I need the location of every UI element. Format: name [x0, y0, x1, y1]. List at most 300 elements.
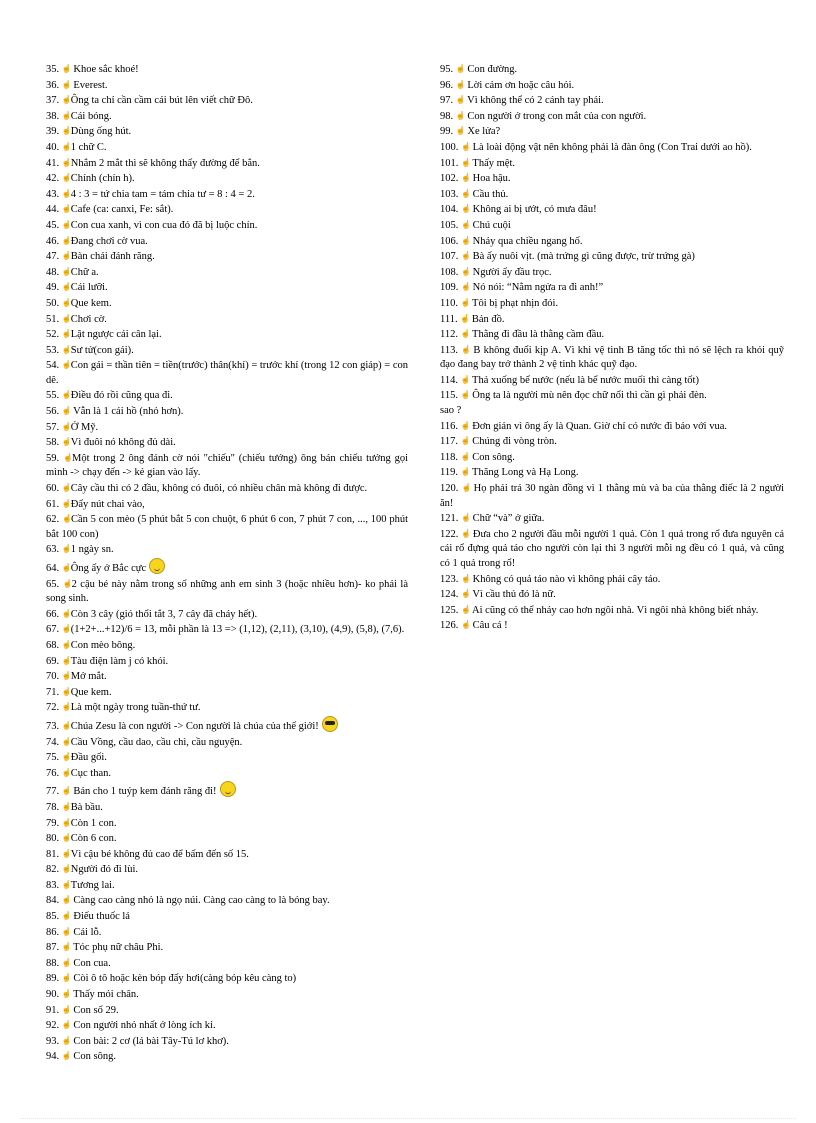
answer-item [46, 62, 408, 78]
answer-text: Tương lai. [70, 879, 115, 891]
hand-pointer-icon: ☝ [460, 436, 471, 446]
answer-number: 50. [46, 297, 60, 309]
hand-pointer-icon: ☝ [61, 483, 72, 493]
answer-text: Là một ngày trong tuần-thứ tư. [70, 702, 201, 714]
answer-text: Con cua xanh, vì con cua đỏ đã bị luộc chín. [70, 219, 258, 231]
answer-item [46, 781, 408, 800]
answer-text: Ở Mỹ. [70, 421, 99, 433]
answer-number: 38. [46, 110, 60, 122]
answer-text: Càng cao càng nhỏ là ngọ núi. Càng cao càng to là bóng bay. [70, 895, 330, 907]
hand-pointer-icon: ☝ [461, 604, 471, 614]
hand-pointer-icon: ☝ [61, 989, 72, 999]
answer-text: Vì đuôi nó không đủ dài. [70, 437, 176, 449]
answer-item [46, 358, 408, 388]
answer-text: Thăng Long và Hạ Long. [469, 467, 579, 479]
answer-item [440, 202, 784, 218]
hand-pointer-icon: ☝ [455, 79, 466, 89]
answer-text: Điều đó rồi cũng qua đi. [70, 390, 173, 402]
hand-pointer-icon: ☝ [61, 833, 72, 843]
answer-text: Con mèo bông. [70, 639, 136, 651]
answer-text: Chúa Zesu là con người -> Con người là chúa của thế giới! [70, 720, 319, 732]
hand-pointer-icon: ☝ [61, 1051, 72, 1061]
hand-pointer-icon: ☝ [61, 786, 72, 796]
answer-number: 75. [46, 752, 60, 764]
answer-number: 124. [440, 589, 459, 601]
answer-number: 36. [46, 79, 60, 91]
answer-text: Bán cho 1 tuýp kem đánh răng đi! [70, 786, 217, 798]
answer-number: 91. [46, 1004, 60, 1016]
answer-text: Chú cuội [470, 219, 511, 231]
page-bottom-divider [20, 1118, 796, 1119]
answer-number: 55. [46, 390, 60, 402]
hand-pointer-icon: ☝ [61, 329, 72, 339]
answer-number: 106. [440, 235, 459, 247]
answer-item [440, 373, 784, 389]
answer-item [46, 654, 408, 670]
answer-number: 67. [46, 624, 60, 636]
answer-text: Lật ngược cái cân lại. [70, 329, 162, 341]
hand-pointer-icon: ☝ [460, 313, 471, 323]
answer-number: 118. [440, 451, 458, 463]
answer-number: 110. [440, 297, 458, 309]
answer-item [46, 862, 408, 878]
answer-text: Chúng đi vòng tròn. [469, 436, 557, 448]
answer-item [46, 971, 408, 987]
answer-item [46, 800, 408, 816]
answer-item [440, 481, 784, 511]
answer-text: Con người nhỏ nhất ở lòng ích kỉ. [70, 1020, 216, 1032]
answer-item [46, 93, 408, 109]
hand-pointer-icon: ☝ [460, 420, 471, 430]
answer-item [46, 847, 408, 863]
hand-pointer-icon: ☝ [455, 126, 466, 136]
answer-item [46, 481, 408, 497]
answer-number: 79. [46, 817, 60, 829]
answer-number: 74. [46, 736, 60, 748]
answer-text: Con sông. [469, 451, 515, 463]
hand-pointer-icon: ☝ [61, 911, 72, 921]
hand-pointer-icon: ☝ [61, 942, 72, 952]
answer-number: 40. [46, 141, 60, 153]
answer-number: 65. [46, 578, 60, 590]
answer-text: Cafe (ca: canxi, Fe: sắt). [70, 204, 174, 216]
hand-pointer-icon: ☝ [61, 437, 72, 447]
hand-pointer-icon: ☝ [61, 973, 72, 983]
answer-number: 120. [440, 483, 459, 495]
answer-text: Người đó đi lùi. [70, 864, 138, 876]
answer-item [46, 925, 408, 941]
hand-pointer-icon: ☝ [61, 157, 72, 167]
answer-number: 95. [440, 64, 454, 75]
answer-item [46, 343, 408, 359]
answer-text: Xe lửa? [464, 126, 501, 138]
answer-text: Cái lưỡi. [70, 282, 108, 294]
answer-item [440, 618, 784, 634]
hand-pointer-icon: ☝ [61, 848, 72, 858]
answer-item [46, 78, 408, 94]
answer-number: 92. [46, 1020, 60, 1032]
answer-item [440, 156, 784, 172]
hand-pointer-icon: ☝ [461, 513, 471, 523]
answer-number: 117. [440, 436, 458, 448]
answer-text: Không có quả táo nào vì không phải cây táo. [470, 573, 661, 585]
left-column [46, 62, 408, 1065]
hand-pointer-icon: ☝ [461, 483, 472, 493]
hand-pointer-icon: ☝ [61, 173, 72, 183]
answer-number: 109. [440, 282, 459, 294]
answer-number: 44. [46, 204, 60, 216]
answer-number: 46. [46, 235, 60, 247]
answer-text: Mở mắt. [70, 671, 107, 683]
answer-text: Cái bóng. [70, 110, 112, 122]
hand-pointer-icon: ☝ [61, 251, 72, 261]
answer-number: 122. [440, 528, 459, 540]
hand-pointer-icon: ☝ [61, 752, 72, 762]
hand-pointer-icon: ☝ [61, 406, 72, 416]
answer-text: Thấy mỏi chân. [70, 989, 139, 1001]
answer-item [440, 218, 784, 234]
answer-text: Everest. [70, 79, 108, 91]
answer-item [440, 450, 784, 466]
answer-text: Con sông. [70, 1051, 116, 1063]
answer-text: Tóc phụ nữ châu Phi. [70, 942, 164, 954]
hand-pointer-icon: ☝ [461, 589, 471, 599]
hand-pointer-icon: ☝ [61, 655, 72, 665]
answer-item [440, 343, 784, 373]
hand-pointer-icon: ☝ [461, 188, 471, 198]
hand-pointer-icon: ☝ [61, 639, 72, 649]
answer-item [46, 716, 408, 735]
answer-number: 82. [46, 864, 60, 876]
answer-item [46, 1018, 408, 1034]
answer-number: 45. [46, 219, 60, 231]
hand-pointer-icon: ☝ [61, 563, 72, 572]
answer-continuation: sao ? [440, 405, 462, 417]
answer-number: 116. [440, 420, 458, 432]
answer-item [440, 109, 784, 125]
answer-item [46, 558, 408, 577]
answer-number: 102. [440, 173, 459, 185]
answer-item [46, 1049, 408, 1065]
answer-item [440, 140, 784, 156]
answer-number: 107. [440, 251, 459, 263]
answer-text: Sư tử(con gái). [70, 344, 134, 356]
hand-pointer-icon: ☝ [61, 219, 72, 229]
answer-item [46, 542, 408, 558]
answer-item [46, 296, 408, 312]
answer-text: Que kem. [70, 297, 112, 309]
answer-item [46, 202, 408, 218]
answer-item [440, 93, 784, 109]
answer-text: Còn 3 cây (gió thổi tắt 3, 7 cây đã cháy hết). [70, 608, 258, 620]
smiley-emoticon-icon [220, 781, 236, 797]
answer-item [46, 685, 408, 701]
answer-number: 35. [46, 64, 60, 75]
answer-item [440, 419, 784, 435]
answer-text: Tôi bị phạt nhịn đói. [469, 297, 559, 309]
answer-text: Câu cá ! [470, 620, 508, 632]
smiley-emoticon-icon [149, 558, 165, 574]
answer-number: 108. [440, 266, 459, 278]
answer-text: 2 cậu bé này nằm trong số những anh em sinh 3 (hoặc nhiều hơn)- ko phải là song sinh. [46, 578, 408, 605]
answer-number: 69. [46, 655, 60, 667]
answer-text: Tàu điện làm j có khói. [70, 655, 169, 667]
answer-number: 49. [46, 282, 60, 294]
answer-text: Ông ta là người mù nên đọc chữ nổi thì cần gì phải đèn. [469, 390, 707, 402]
answer-item [440, 312, 784, 328]
answer-text: Con người ở trong con mắt của con người. [464, 110, 647, 122]
answer-number: 52. [46, 329, 60, 341]
answer-text: Là loài động vật nên không phải là đàn ông (Con Trai dưới ao hồ). [470, 141, 752, 153]
answer-item [440, 249, 784, 265]
hand-pointer-icon: ☝ [455, 64, 466, 73]
answer-text: Vẫn là 1 cái hồ (nhỏ hơn). [70, 406, 184, 418]
hand-pointer-icon: ☝ [461, 204, 471, 214]
hand-pointer-icon: ☝ [61, 879, 72, 889]
answer-text: Con bài: 2 cơ (lá bài Tây-Tú lơ khơ). [70, 1035, 229, 1047]
answer-item [46, 622, 408, 638]
answer-text: Cầu thủ. [470, 188, 509, 200]
answer-text: Điếu thuốc lá [70, 911, 130, 923]
answer-item [46, 187, 408, 203]
answer-item [440, 124, 784, 140]
answer-text: Cục than. [70, 767, 111, 779]
hand-pointer-icon: ☝ [61, 344, 72, 354]
answer-number: 97. [440, 95, 454, 107]
answer-text: Cái lỗ. [70, 926, 102, 938]
hand-pointer-icon: ☝ [460, 390, 471, 400]
hand-pointer-icon: ☝ [461, 235, 471, 245]
answer-item [46, 700, 408, 716]
hand-pointer-icon: ☝ [461, 173, 471, 183]
answer-item [46, 327, 408, 343]
hand-pointer-icon: ☝ [61, 624, 72, 634]
hand-pointer-icon: ☝ [461, 251, 471, 261]
hand-pointer-icon: ☝ [61, 1020, 72, 1030]
hand-pointer-icon: ☝ [61, 360, 72, 370]
answer-item [46, 404, 408, 420]
answer-number: 37. [46, 95, 60, 107]
hand-pointer-icon: ☝ [61, 671, 72, 681]
hand-pointer-icon: ☝ [61, 817, 72, 827]
answer-item [46, 218, 408, 234]
answer-text: Một trong 2 ông đánh cờ nói "chiếu" (chiếu tướng) ông bán chiếu tưởng gọi mình -> chạy đến -> kẻ gian vào lấy. [46, 452, 409, 479]
hand-pointer-icon: ☝ [61, 686, 72, 696]
hand-pointer-icon: ☝ [61, 736, 72, 746]
answer-number: 93. [46, 1035, 60, 1047]
hand-pointer-icon: ☝ [61, 498, 72, 508]
answer-item [46, 156, 408, 172]
answer-number: 76. [46, 767, 60, 779]
answer-text: 1 chữ C. [70, 141, 107, 153]
hand-pointer-icon: ☝ [61, 235, 72, 245]
answer-number: 84. [46, 895, 60, 907]
answer-number: 99. [440, 126, 454, 138]
hand-pointer-icon: ☝ [61, 895, 72, 905]
answer-number: 62. [46, 514, 60, 526]
answer-number: 73. [46, 720, 60, 732]
answer-number: 51. [46, 313, 60, 325]
hand-pointer-icon: ☝ [61, 514, 72, 524]
answer-text: Không ai bị ướt, có mưa đâu! [470, 204, 597, 216]
answer-number: 71. [46, 686, 60, 698]
answer-item [440, 234, 784, 250]
answer-text: 4 : 3 = tứ chia tam = tám chia tư = 8 : 4 = 2. [70, 188, 255, 200]
answer-number: 42. [46, 173, 60, 185]
answer-item [46, 735, 408, 751]
answer-item [46, 577, 408, 607]
answer-text: Đang chơi cờ vua. [70, 235, 148, 247]
answer-number: 48. [46, 266, 60, 278]
hand-pointer-icon: ☝ [61, 864, 72, 874]
answer-number: 53. [46, 344, 60, 356]
answer-text: Cây cầu thì có 2 đầu, không có đuôi, có nhiều chân mà không đi được. [70, 483, 368, 495]
answer-text: Còn 6 con. [70, 833, 117, 845]
answer-text: B không đuổi kịp A. Vì khi vệ tinh B tăng tốc thì nó sẽ lệch ra khỏi quỹ đạo đang bay trở thành 2 vệ tinh khác quỹ đạo. [440, 344, 784, 371]
hand-pointer-icon: ☝ [61, 188, 72, 198]
answer-text: Vì cầu thủ đó là nữ. [470, 589, 556, 601]
answer-text: Chữ “và” ở giữa. [470, 513, 545, 525]
answer-text: Bản đồ. [469, 313, 505, 325]
answer-text: Chính (chín h). [70, 173, 135, 185]
answer-number: 88. [46, 957, 60, 969]
answer-item [46, 512, 408, 542]
answer-text: Que kem. [70, 686, 112, 698]
answer-text: Người ấy đầu trọc. [470, 266, 552, 278]
answer-item [46, 140, 408, 156]
answer-item [440, 280, 784, 296]
hand-pointer-icon: ☝ [61, 79, 72, 89]
answer-number: 68. [46, 639, 60, 651]
answer-number: 87. [46, 942, 60, 954]
answer-text: Còn 1 con. [70, 817, 117, 829]
hand-pointer-icon: ☝ [61, 204, 72, 214]
answer-item [440, 388, 784, 404]
answer-number: 43. [46, 188, 60, 200]
hand-pointer-icon: ☝ [61, 110, 72, 120]
answer-number: 63. [46, 544, 60, 556]
answer-number: 81. [46, 848, 60, 860]
answer-text: Lời cảm ơn hoặc câu hỏi. [464, 79, 575, 91]
answer-text: Đưa cho 2 người đầu mỗi người 1 quả. Còn 1 quả trong rổ đưa nguyên cả cái rổ đựng quả táo cho người còn lại thì 3 người mỗi ng đều có 1 quả, và cũng có 1 quả trong rổ! [440, 528, 784, 569]
answer-text: Còi ô tô hoặc kèn bóp đẩy hơi(càng bóp kêu càng to) [70, 973, 297, 985]
answer-item [440, 511, 784, 527]
hand-pointer-icon: ☝ [62, 578, 73, 588]
answer-item [440, 171, 784, 187]
answer-item [46, 109, 408, 125]
answer-text: Vì cậu bé không đủ cao để bấm đến số 15. [70, 848, 249, 860]
answer-text: Ông ta chỉ cần cầm cái bút lên viết chữ Đô. [70, 95, 253, 107]
answer-item [46, 1034, 408, 1050]
answer-text: Vì không thể có 2 cánh tay phải. [464, 95, 604, 107]
answer-number: 64. [46, 563, 60, 574]
answer-number: 103. [440, 188, 459, 200]
hand-pointer-icon: ☝ [61, 141, 72, 151]
hand-pointer-icon: ☝ [455, 110, 466, 120]
answer-item [46, 940, 408, 956]
answer-number: 54. [46, 360, 60, 372]
answer-number: 86. [46, 926, 60, 938]
answer-text: Thấy mệt. [470, 157, 516, 169]
hand-pointer-icon: ☝ [61, 720, 72, 730]
answer-item [440, 62, 784, 78]
hand-pointer-icon: ☝ [61, 767, 72, 777]
answer-text: Hoa hậu. [470, 173, 511, 185]
answer-text: Dùng ống hút. [70, 126, 132, 138]
answer-text: Đầu gối. [70, 752, 107, 764]
answer-number: 126. [440, 620, 459, 632]
answer-item [46, 638, 408, 654]
answer-item [440, 587, 784, 603]
answer-item [46, 435, 408, 451]
answer-number: 112. [440, 329, 458, 341]
hand-pointer-icon: ☝ [460, 297, 471, 307]
answer-number: 100. [440, 141, 459, 153]
hand-pointer-icon: ☝ [460, 374, 471, 384]
answer-number: 101. [440, 157, 459, 169]
hand-pointer-icon: ☝ [461, 157, 471, 167]
answer-number: 58. [46, 437, 60, 449]
answer-number: 90. [46, 989, 60, 1001]
answer-number: 115. [440, 390, 458, 402]
answer-number: 121. [440, 513, 459, 525]
answer-item [46, 607, 408, 623]
answer-item [46, 497, 408, 513]
answer-text: Đơn giản vì ông ấy là Quan. Giờ chỉ có nước đi báo với vua. [469, 420, 728, 432]
answer-number: 85. [46, 911, 60, 923]
answer-text: Bà bầu. [70, 801, 103, 813]
answer-item [440, 265, 784, 281]
hand-pointer-icon: ☝ [461, 573, 471, 583]
answer-number: 114. [440, 374, 458, 386]
answer-text: Ông ấy ở Bắc cực [70, 563, 147, 574]
answer-text: Đẩy nút chai vào, [70, 498, 145, 510]
answer-number: 78. [46, 801, 60, 813]
answer-number: 83. [46, 879, 60, 891]
answer-number: 111. [440, 313, 458, 325]
answer-number: 47. [46, 251, 60, 263]
hand-pointer-icon: ☝ [460, 467, 471, 477]
hand-pointer-icon: ☝ [61, 297, 72, 307]
hand-pointer-icon: ☝ [461, 344, 472, 354]
answer-item [46, 388, 408, 404]
hand-pointer-icon: ☝ [61, 64, 72, 73]
answer-text: Con số 29. [70, 1004, 119, 1016]
answer-text: Thả xuống bể nước (nếu là bể nước muối thì càng tốt) [469, 374, 699, 386]
answer-text: Bàn chải đánh răng. [70, 251, 155, 263]
answer-number: 60. [46, 483, 60, 495]
answer-item [440, 572, 784, 588]
answer-number: 61. [46, 498, 60, 510]
hand-pointer-icon: ☝ [61, 95, 72, 105]
hand-pointer-icon: ☝ [61, 126, 72, 136]
answer-item [46, 956, 408, 972]
hand-pointer-icon: ☝ [61, 1004, 72, 1014]
answer-number: 66. [46, 608, 60, 620]
answer-number: 41. [46, 157, 60, 169]
answer-text: (1+2+...+12)/6 = 13, mỗi phần là 13 => (1,12), (2,11), (3,10), (4,9), (5,8), (7,6). [70, 624, 405, 636]
hand-pointer-icon: ☝ [460, 329, 471, 339]
answer-item [440, 296, 784, 312]
answer-item [440, 434, 784, 450]
answer-item [46, 831, 408, 847]
answer-text: Nhắm 2 mắt thì sẽ không thấy đường để bắn. [70, 157, 260, 169]
answer-number: 105. [440, 219, 459, 231]
hand-pointer-icon: ☝ [61, 266, 72, 276]
right-column [440, 62, 784, 634]
answer-item [46, 312, 408, 328]
answer-item [440, 465, 784, 481]
